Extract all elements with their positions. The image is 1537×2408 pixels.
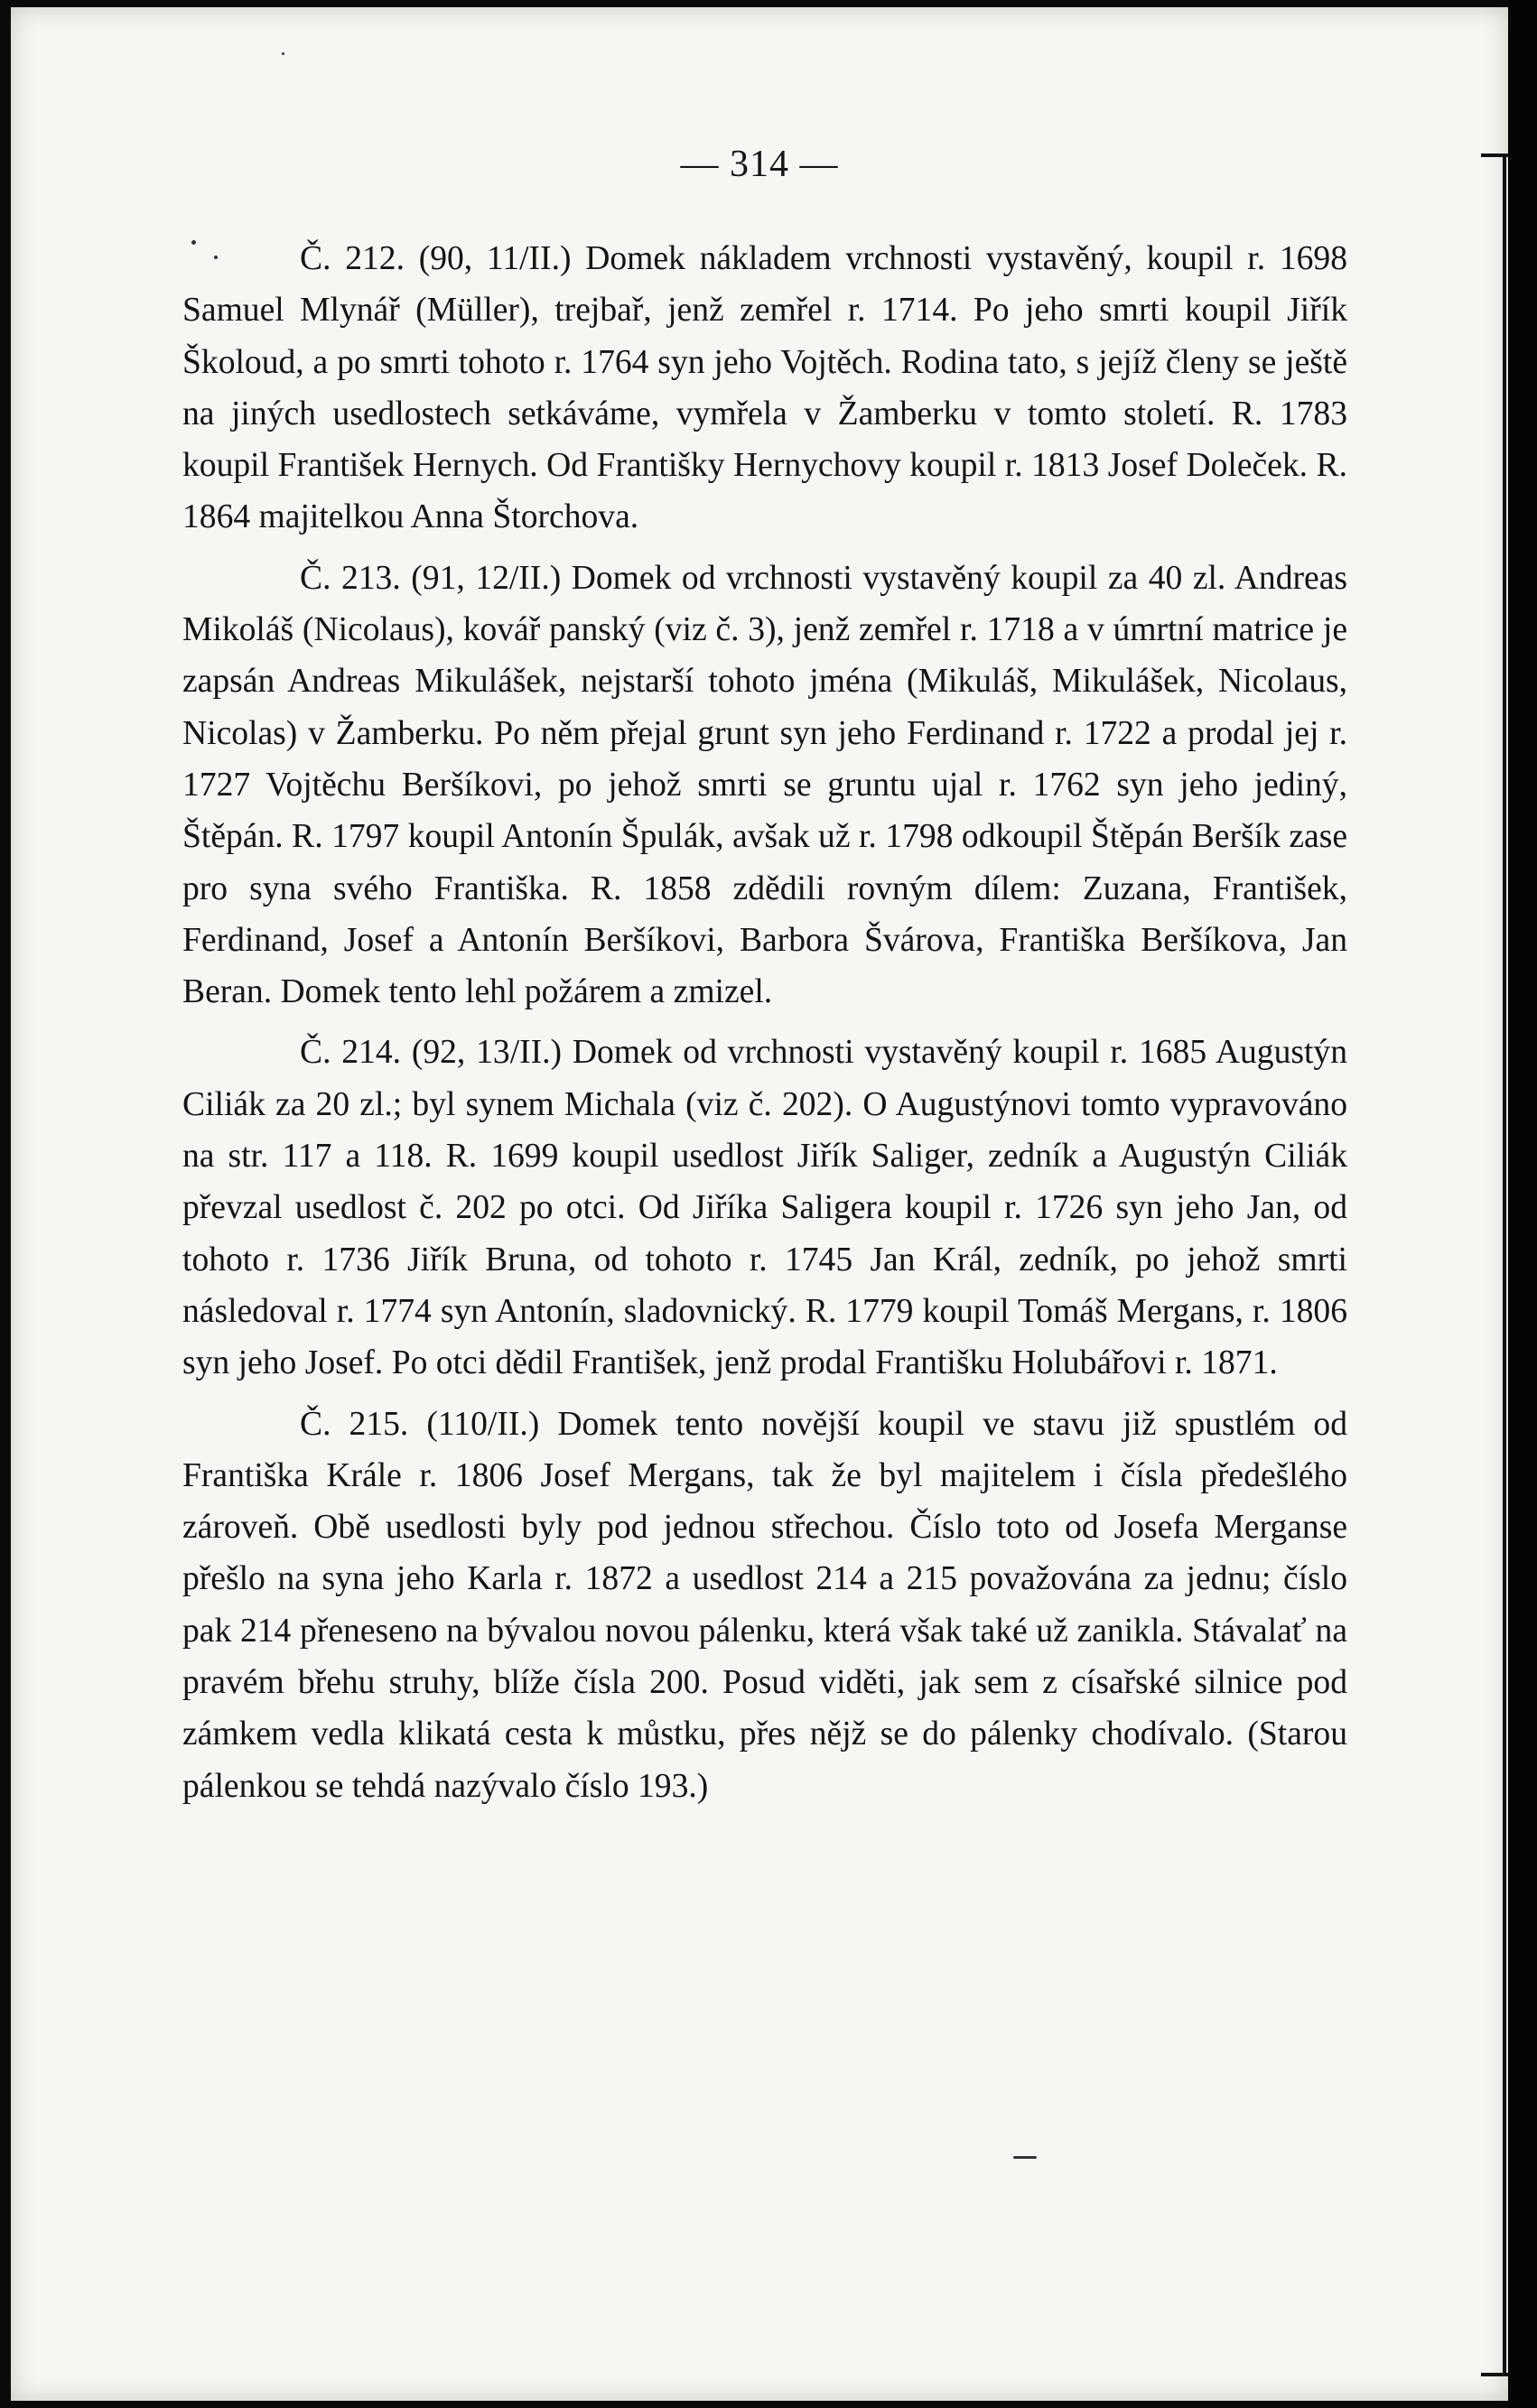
binding-edge-line (1503, 153, 1506, 2375)
scan-speck (282, 52, 284, 55)
scan-border (1508, 0, 1537, 2408)
scan-speck (1013, 2156, 1037, 2159)
binding-edge-tick (1481, 2373, 1512, 2376)
entry-212: Č. 212. (90, 11/II.) Domek nákladem vrchnosti vystavěný, koupil r. 1698 Samuel Mlynář (Müller), trejbař, jenž zemřel r. 1714. Po jeho smrti koupil Jiřík Školoud, a po smrti tohoto r. 1764 syn jeho Vojtěch. Rodina tato, s jejíž členy se ještě na jiných usedlostech setkáváme, vymřela v Žamberku v tomto století. R. 1783 koupil František Hernych. Od Františky Hernychovy koupil r. 1813 Josef Doleček. R. 1864 majitelkou Anna Štorchova. (182, 240, 1347, 536)
binding-edge-tick (1481, 153, 1512, 157)
page-number: — 314 — (680, 144, 839, 185)
scan-speck (191, 240, 196, 245)
entry-215: Č. 215. (110/II.) Domek tento novější koupil ve stavu již spustlém od Františka Krále r. 1806 Josef Mergans, tak že byl majitelem i čísla předešlého zároveň. Obě usedlosti byly pod jednou střechou. Číslo toto od Josefa Merganse přešlo na syna jeho Karla r. 1872 a usedlost 214 a 215 považována za jednu; číslo pak 214 přeneseno na bývalou novou pálenku, která však také už zanikla. Stávalať na pravém břehu struhy, blíže čísla 200. Posud viděti, jak sem z císařské silnice pod zámkem vedla klikatá cesta k můstku, přes nějž se do pálenky chodívalo. (Starou pálenkou se tehdá nazývalo číslo 193.) (182, 1405, 1347, 1805)
scan-speck (214, 256, 218, 259)
entry-214: Č. 214. (92, 13/II.) Domek od vrchnosti vystavěný koupil r. 1685 Augustýn Ciliák za 20 zl.; byl synem Michala (viz č. 202). O Augustýnovi tomto vypravováno na str. 117 a 118. R. 1699 koupil usedlost Jiřík Saliger, zedník a Augustýn Ciliák převzal usedlost č. 202 po otci. Od Jiříka Saligera koupil r. 1726 syn jeho Jan, od tohoto r. 1736 Jiřík Bruna, od tohoto r. 1745 Jan Král, zedník, po jehož smrti následoval r. 1774 syn Antonín, sladovnický. R. 1779 koupil Tomáš Mergans, r. 1806 syn jeho Josef. Po otci dědil František, jenž prodal Františku Holubářovi r. 1871. (182, 1034, 1347, 1382)
entry-213: Č. 213. (91, 12/II.) Domek od vrchnosti vystavěný koupil za 40 zl. Andreas Mikoláš (Nicolaus), kovář panský (viz č. 3), jenž zemřel r. 1718 a v úmrtní matrice je zapsán Andreas Mikulášek, nejstarší tohoto jména (Mikuláš, Mikulášek, Nicolaus, Nicolas) v Žamberku. Po něm přejal grunt syn jeho Ferdinand r. 1722 a prodal jej r. 1727 Vojtěchu Beršíkovi, po jehož smrti se gruntu ujal r. 1762 syn jeho jediný, Štěpán. R. 1797 koupil Antonín Špulák, avšak už r. 1798 odkoupil Štěpán Beršík zase pro syna svého Františka. R. 1858 zdědili rovným dílem: Zuzana, František, Ferdinand, Josef a Antonín Beršíkovi, Barbora Švárova, Františka Beršíkova, Jan Beran. Domek tento lehl požárem a zmizel. (182, 559, 1347, 1011)
page-text (182, 233, 1347, 1812)
book-page (11, 7, 1508, 2401)
